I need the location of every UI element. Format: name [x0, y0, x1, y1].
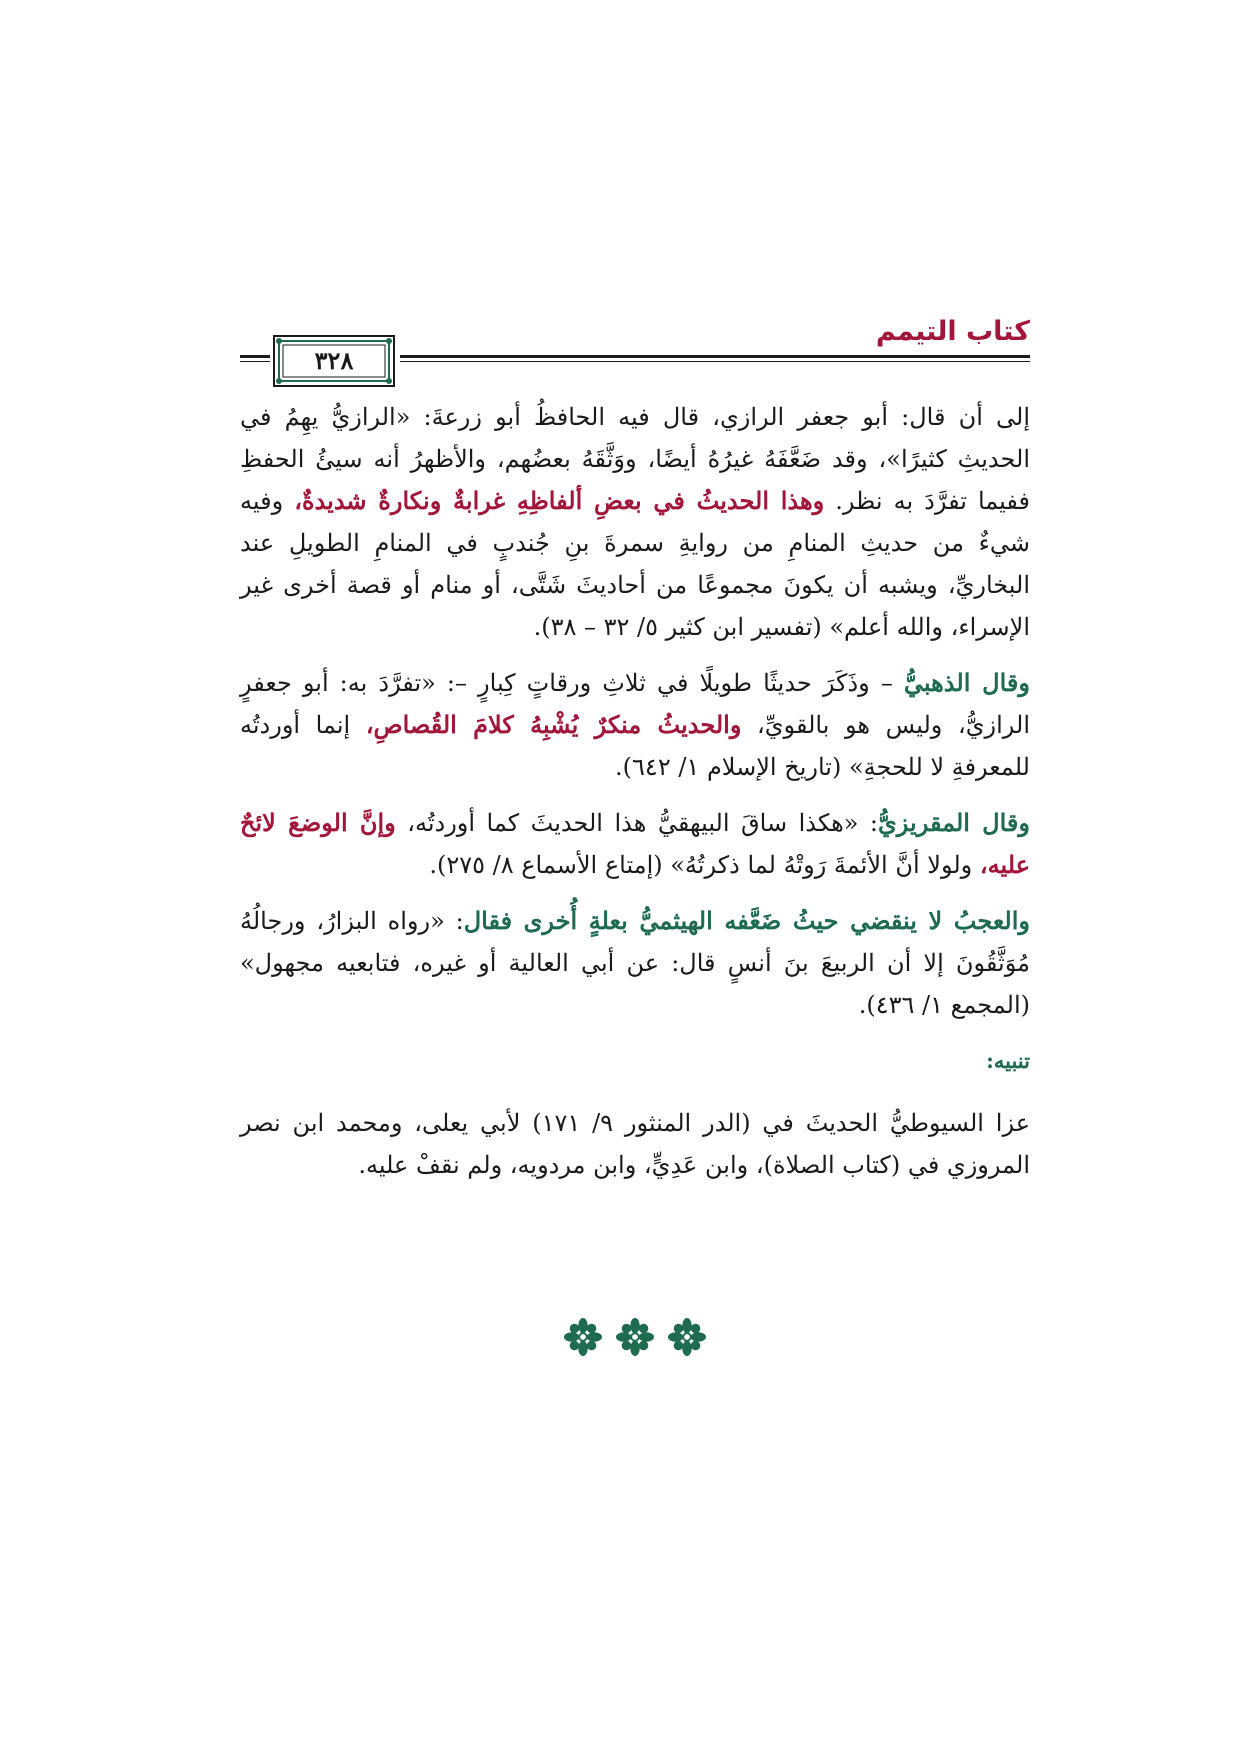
- paragraph-2: [240, 662, 1030, 788]
- paragraph-4: [240, 900, 1030, 1026]
- text-segment: إنما أوردتُه للمعرفةِ لا للحجةِ» (تاريخ الإسلام ١/ ٦٤٢).: [240, 711, 1030, 781]
- book-title: كتاب التيمم: [875, 316, 1030, 347]
- text-segment: وفيه شيءٌ من حديثِ المنامِ من روايةِ سمرةَ بنِ جُندبٍ في المنامِ الطويلِ عند البخاريِّ، ويشبه أن يكونَ مجموعًا من أحاديثَ شَتَّى، أو منام أو قصة أخرى غير الإسراء، والله أعلم» (تفسير ابن كثير ٥/ ٣٢ – ٣٨).: [240, 487, 1030, 641]
- header-rule-thin: [400, 361, 1030, 362]
- highlight-green: والعجبُ لا ينقضي حيثُ ضَعَّفه الهيثميُّ بعلةٍ أُخرى فقال: [463, 906, 1030, 935]
- page-number: ٣٢٨: [314, 346, 354, 375]
- text-segment: ولولا أنَّ الأئمةَ رَوتْهُ لما ذكرتُهُ» (إمتاع الأسماع ٨/ ٢٧٥).: [429, 851, 980, 879]
- note-paragraph: عزا السيوطيُّ الحديثَ في (الدر المنثور ٩/ ١٧١) لأبي يعلى، ومحمد ابن نصر المروزي في (كتاب الصلاة)، وابن عَدِيٍّ، وابن مردويه، ولم نقفْ عليه.: [240, 1109, 1031, 1179]
- book-page: [240, 310, 1030, 1560]
- highlight-green: وقال الذهبيُّ: [903, 668, 1030, 697]
- highlight-red: والحديثُ منكرٌ يُشْبِهُ كلامَ القُصاصِ،: [365, 710, 742, 739]
- header-rule-left-thin: [240, 361, 270, 362]
- paragraph-1: [240, 396, 1030, 648]
- note-heading: تنبيه:: [986, 1048, 1030, 1073]
- header-rule-thick: [400, 355, 1030, 358]
- highlight-red: وهذا الحديثُ في بعضِ ألفاظِهِ غرابةٌ ونكارةٌ شديدةٌ،: [294, 486, 825, 515]
- text-segment: – وذَكَرَ حديثًا طويلًا في ثلاثِ ورقاتٍ كِبارٍ –: «تفرَّدَ به: أبو جعفرٍ الرازيُّ، وليس هو بالقويِّ،: [240, 669, 1030, 739]
- page-header: [240, 310, 1030, 390]
- text-segment: : «رواه البزارُ، ورجالُهُ مُوَثَّقُونَ إلا أن الربيعَ بنَ أنسٍ قال: عن أبي العالية أو غيره، فتابعيه مجهول» (المجمع ١/ ٤٣٦).: [240, 907, 1030, 1019]
- paragraph-3: [240, 802, 1030, 886]
- page-body: [240, 396, 1030, 1200]
- highlight-green: وقال المقريزيُّ: [878, 808, 1030, 837]
- header-rule-left: [240, 355, 270, 358]
- flower-ornament-icon: [564, 1318, 602, 1356]
- text-segment: إلى أن قال: أبو جعفر الرازي، قال فيه الحافظُ أبو زرعةَ: «الرازيُّ يهِمُ في الحديثِ كثيرًا»، وقد ضَعَّفَهُ غيرُهُ أيضًا، ووَثَّقَهُ بعضُهم، والأظهرُ أنه سيئُ الحفظِ ففيما تفرَّدَ به نظر.: [240, 403, 1030, 515]
- flower-ornament-icon: [668, 1318, 706, 1356]
- end-ornaments: [240, 1318, 1030, 1368]
- highlight-red: وإنَّ الوضعَ لائحٌ عليه،: [240, 808, 1030, 879]
- page-number-frame: [272, 334, 396, 388]
- text-segment: : «هكذا ساقَ البيهقيُّ هذا الحديثَ كما أوردتُه،: [395, 809, 879, 837]
- flower-ornament-icon: [616, 1318, 654, 1356]
